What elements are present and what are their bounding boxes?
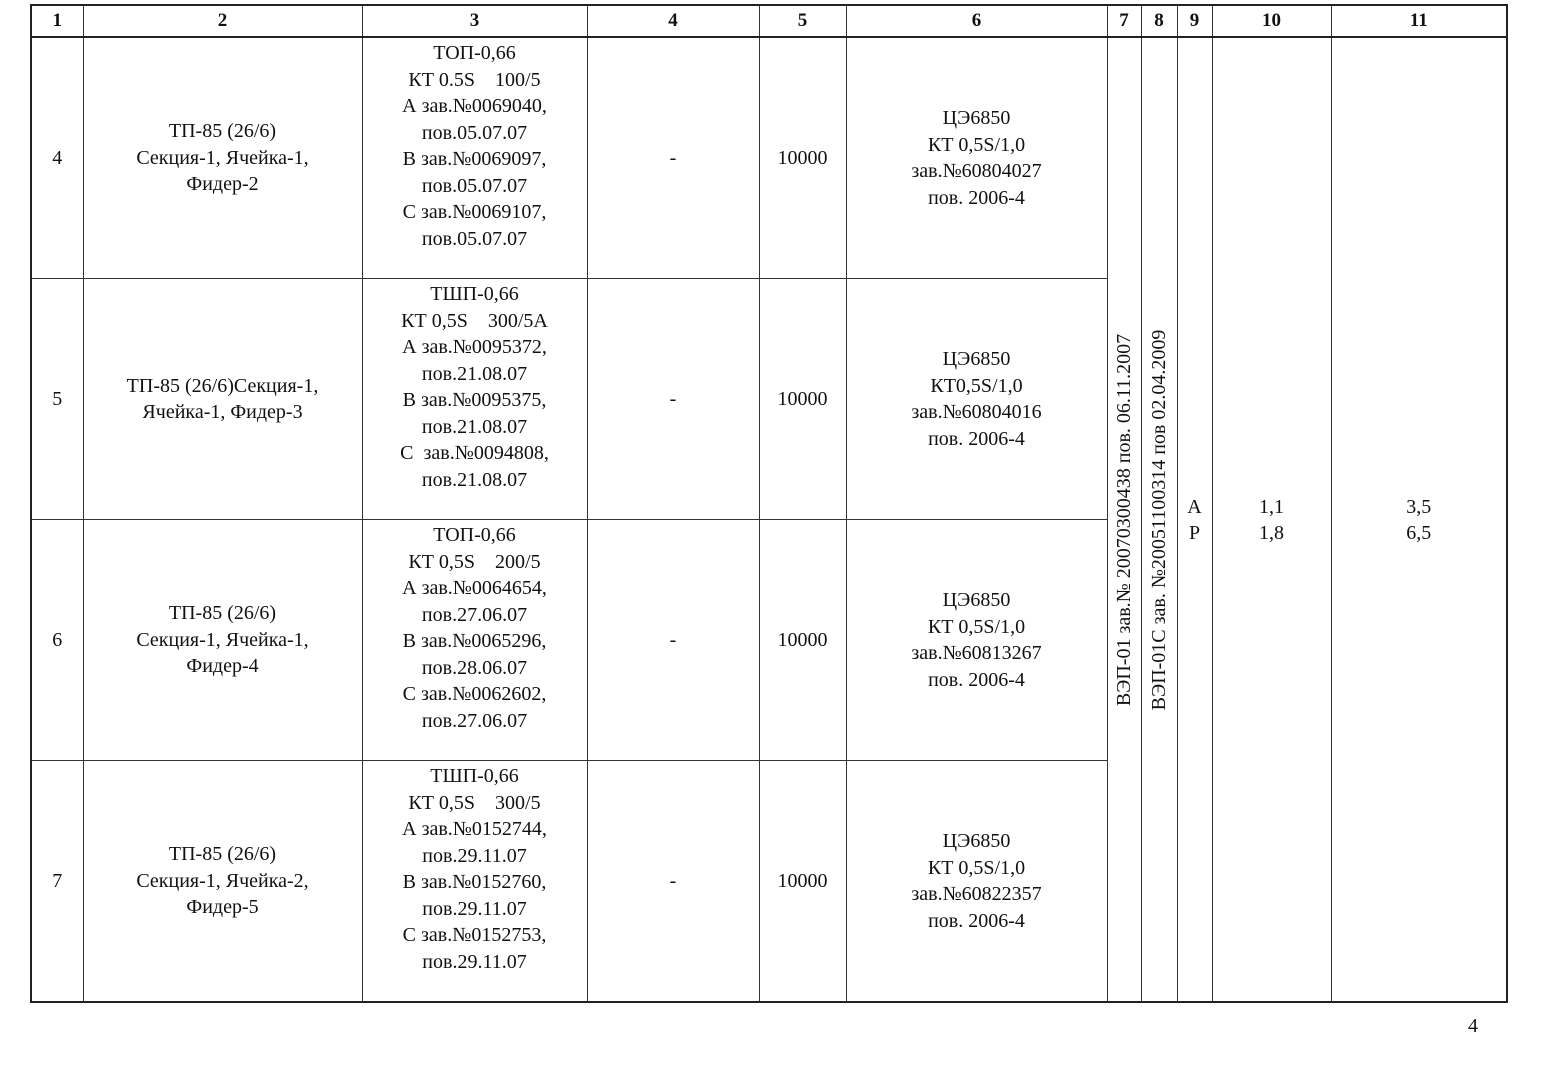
equipment-table	[30, 4, 1508, 1003]
col7-merged-cell	[1107, 37, 1141, 1002]
col11-value: 3,5	[1406, 495, 1432, 518]
transformer-cell	[362, 761, 587, 1003]
transformer-line: ТОП-0,66	[433, 42, 516, 64]
transformer-line: пов.28.06.07	[421, 656, 528, 679]
location-line: Фидер-2	[186, 173, 259, 196]
transformer-line: пов.05.07.07	[421, 121, 528, 144]
col4-cell: -	[587, 37, 759, 279]
meter-line: ЦЭ6850	[942, 107, 1011, 129]
meter-line: пов. 2006-4	[928, 186, 1025, 209]
col8-merged-cell	[1141, 37, 1177, 1002]
meter-line: пов. 2006-4	[928, 909, 1025, 932]
header-col-2: 2	[83, 5, 362, 37]
transformer-line: А зав.№0152744,	[402, 818, 547, 840]
header-col-11: 11	[1331, 5, 1507, 37]
col10-value: 1,8	[1259, 521, 1284, 544]
header-col-4: 4	[587, 5, 759, 37]
transformer-line: пов.21.08.07	[421, 468, 528, 491]
col4-cell: -	[587, 279, 759, 520]
table-row	[31, 37, 1507, 279]
transformer-line: С зав.№0069107,	[402, 201, 547, 223]
meter-line: пов. 2006-4	[928, 668, 1025, 691]
col11-value: 6,5	[1406, 521, 1432, 544]
location-line: ТП-85 (26/6)	[168, 120, 277, 143]
header-col-7: 7	[1107, 5, 1141, 37]
col7-vertical-text: ВЭП-01 зав.№ 20070300438 пов. 06.11.2007	[1113, 333, 1135, 706]
meter-cell	[846, 279, 1107, 520]
row-number: 4	[31, 37, 83, 279]
transformer-line: С зав.№0062602,	[402, 683, 547, 705]
transformer-line: КТ 0,5S 200/5	[408, 550, 541, 573]
transformer-line: пов.29.11.07	[422, 844, 527, 867]
location-line: Секция-1, Ячейка-1,	[136, 146, 309, 169]
meter-line: зав.№60804016	[911, 401, 1042, 423]
col9-merged-cell	[1177, 37, 1212, 1002]
transformer-line: ТШП-0,66	[430, 765, 519, 787]
col5-cell: 10000	[759, 37, 846, 279]
meter-cell	[846, 761, 1107, 1003]
meter-line: ЦЭ6850	[942, 589, 1011, 611]
meter-line: КТ 0,5S/1,0	[927, 856, 1026, 879]
meter-cell	[846, 520, 1107, 761]
header-col-10: 10	[1212, 5, 1331, 37]
transformer-line: А зав.№0069040,	[402, 95, 547, 117]
meter-line: КТ0,5S/1,0	[930, 374, 1023, 397]
transformer-line: пов.05.07.07	[421, 227, 528, 250]
meter-line: зав.№60813267	[911, 642, 1042, 664]
transformer-line: В зав.№0152760,	[402, 871, 547, 893]
transformer-line: КТ 0,5S 300/5	[408, 791, 541, 814]
meter-line: пов. 2006-4	[928, 427, 1025, 450]
col5-cell: 10000	[759, 761, 846, 1003]
location-line: ТП-85 (26/6)	[168, 843, 277, 866]
transformer-line: пов.29.11.07	[422, 897, 527, 920]
location-line: Фидер-5	[186, 896, 259, 919]
col8-vertical-text: ВЭП-01С зав. №20051100314 пов 02.04.2009	[1148, 329, 1170, 710]
location-cell	[83, 761, 362, 1003]
transformer-line: пов.21.08.07	[421, 362, 528, 385]
transformer-line: пов.21.08.07	[421, 415, 528, 438]
location-cell	[83, 520, 362, 761]
transformer-line: ТОП-0,66	[433, 524, 516, 546]
transformer-cell	[362, 520, 587, 761]
meter-cell	[846, 37, 1107, 279]
location-line: Фидер-4	[186, 655, 259, 678]
location-cell	[83, 279, 362, 520]
meter-line: КТ 0,5S/1,0	[927, 133, 1026, 156]
transformer-cell	[362, 37, 587, 279]
transformer-cell	[362, 279, 587, 520]
col10-value: 1,1	[1259, 495, 1284, 518]
col9-value: Р	[1188, 521, 1201, 544]
meter-line: зав.№60804027	[911, 160, 1042, 182]
transformer-line: пов.29.11.07	[422, 950, 527, 973]
col11-merged-cell	[1331, 37, 1507, 1002]
row-number: 5	[31, 279, 83, 520]
header-col-3: 3	[362, 5, 587, 37]
col9-value: А	[1187, 495, 1202, 518]
transformer-line: пов.27.06.07	[421, 709, 528, 732]
meter-line: зав.№60822357	[911, 883, 1042, 905]
transformer-line: С зав.№0094808,	[400, 442, 549, 464]
header-col-5: 5	[759, 5, 846, 37]
page-number: 4	[1468, 1015, 1478, 1037]
transformer-line: КТ 0.5S 100/5	[408, 68, 541, 91]
transformer-line: С зав.№0152753,	[402, 924, 547, 946]
transformer-line: В зав.№0069097,	[402, 148, 547, 170]
transformer-line: В зав.№0095375,	[402, 389, 547, 411]
col4-cell: -	[587, 520, 759, 761]
transformer-line: А зав.№0095372,	[402, 336, 547, 358]
location-cell	[83, 37, 362, 279]
header-row	[31, 5, 1507, 37]
col5-cell: 10000	[759, 279, 846, 520]
location-line: Секция-1, Ячейка-1,	[136, 628, 309, 651]
col4-cell: -	[587, 761, 759, 1003]
meter-line: ЦЭ6850	[942, 830, 1011, 852]
location-line: Секция-1, Ячейка-2,	[136, 869, 309, 892]
transformer-line: В зав.№0065296,	[402, 630, 547, 652]
meter-line: ЦЭ6850	[942, 348, 1011, 370]
transformer-line: ТШП-0,66	[430, 283, 519, 305]
header-col-6: 6	[846, 5, 1107, 37]
location-line: Ячейка-1, Фидер-3	[142, 401, 303, 423]
row-number: 7	[31, 761, 83, 1003]
header-col-8: 8	[1141, 5, 1177, 37]
transformer-line: пов.27.06.07	[421, 603, 528, 626]
transformer-line: А зав.№0064654,	[402, 577, 547, 599]
header-col-9: 9	[1177, 5, 1212, 37]
meter-line: КТ 0,5S/1,0	[927, 615, 1026, 638]
transformer-line: пов.05.07.07	[421, 174, 528, 197]
header-col-1: 1	[31, 5, 83, 37]
col5-cell: 10000	[759, 520, 846, 761]
transformer-line: КТ 0,5S 300/5А	[401, 309, 548, 332]
col10-merged-cell	[1212, 37, 1331, 1002]
location-line: ТП-85 (26/6)Секция-1,	[126, 374, 319, 397]
row-number: 6	[31, 520, 83, 761]
location-line: ТП-85 (26/6)	[168, 602, 277, 625]
